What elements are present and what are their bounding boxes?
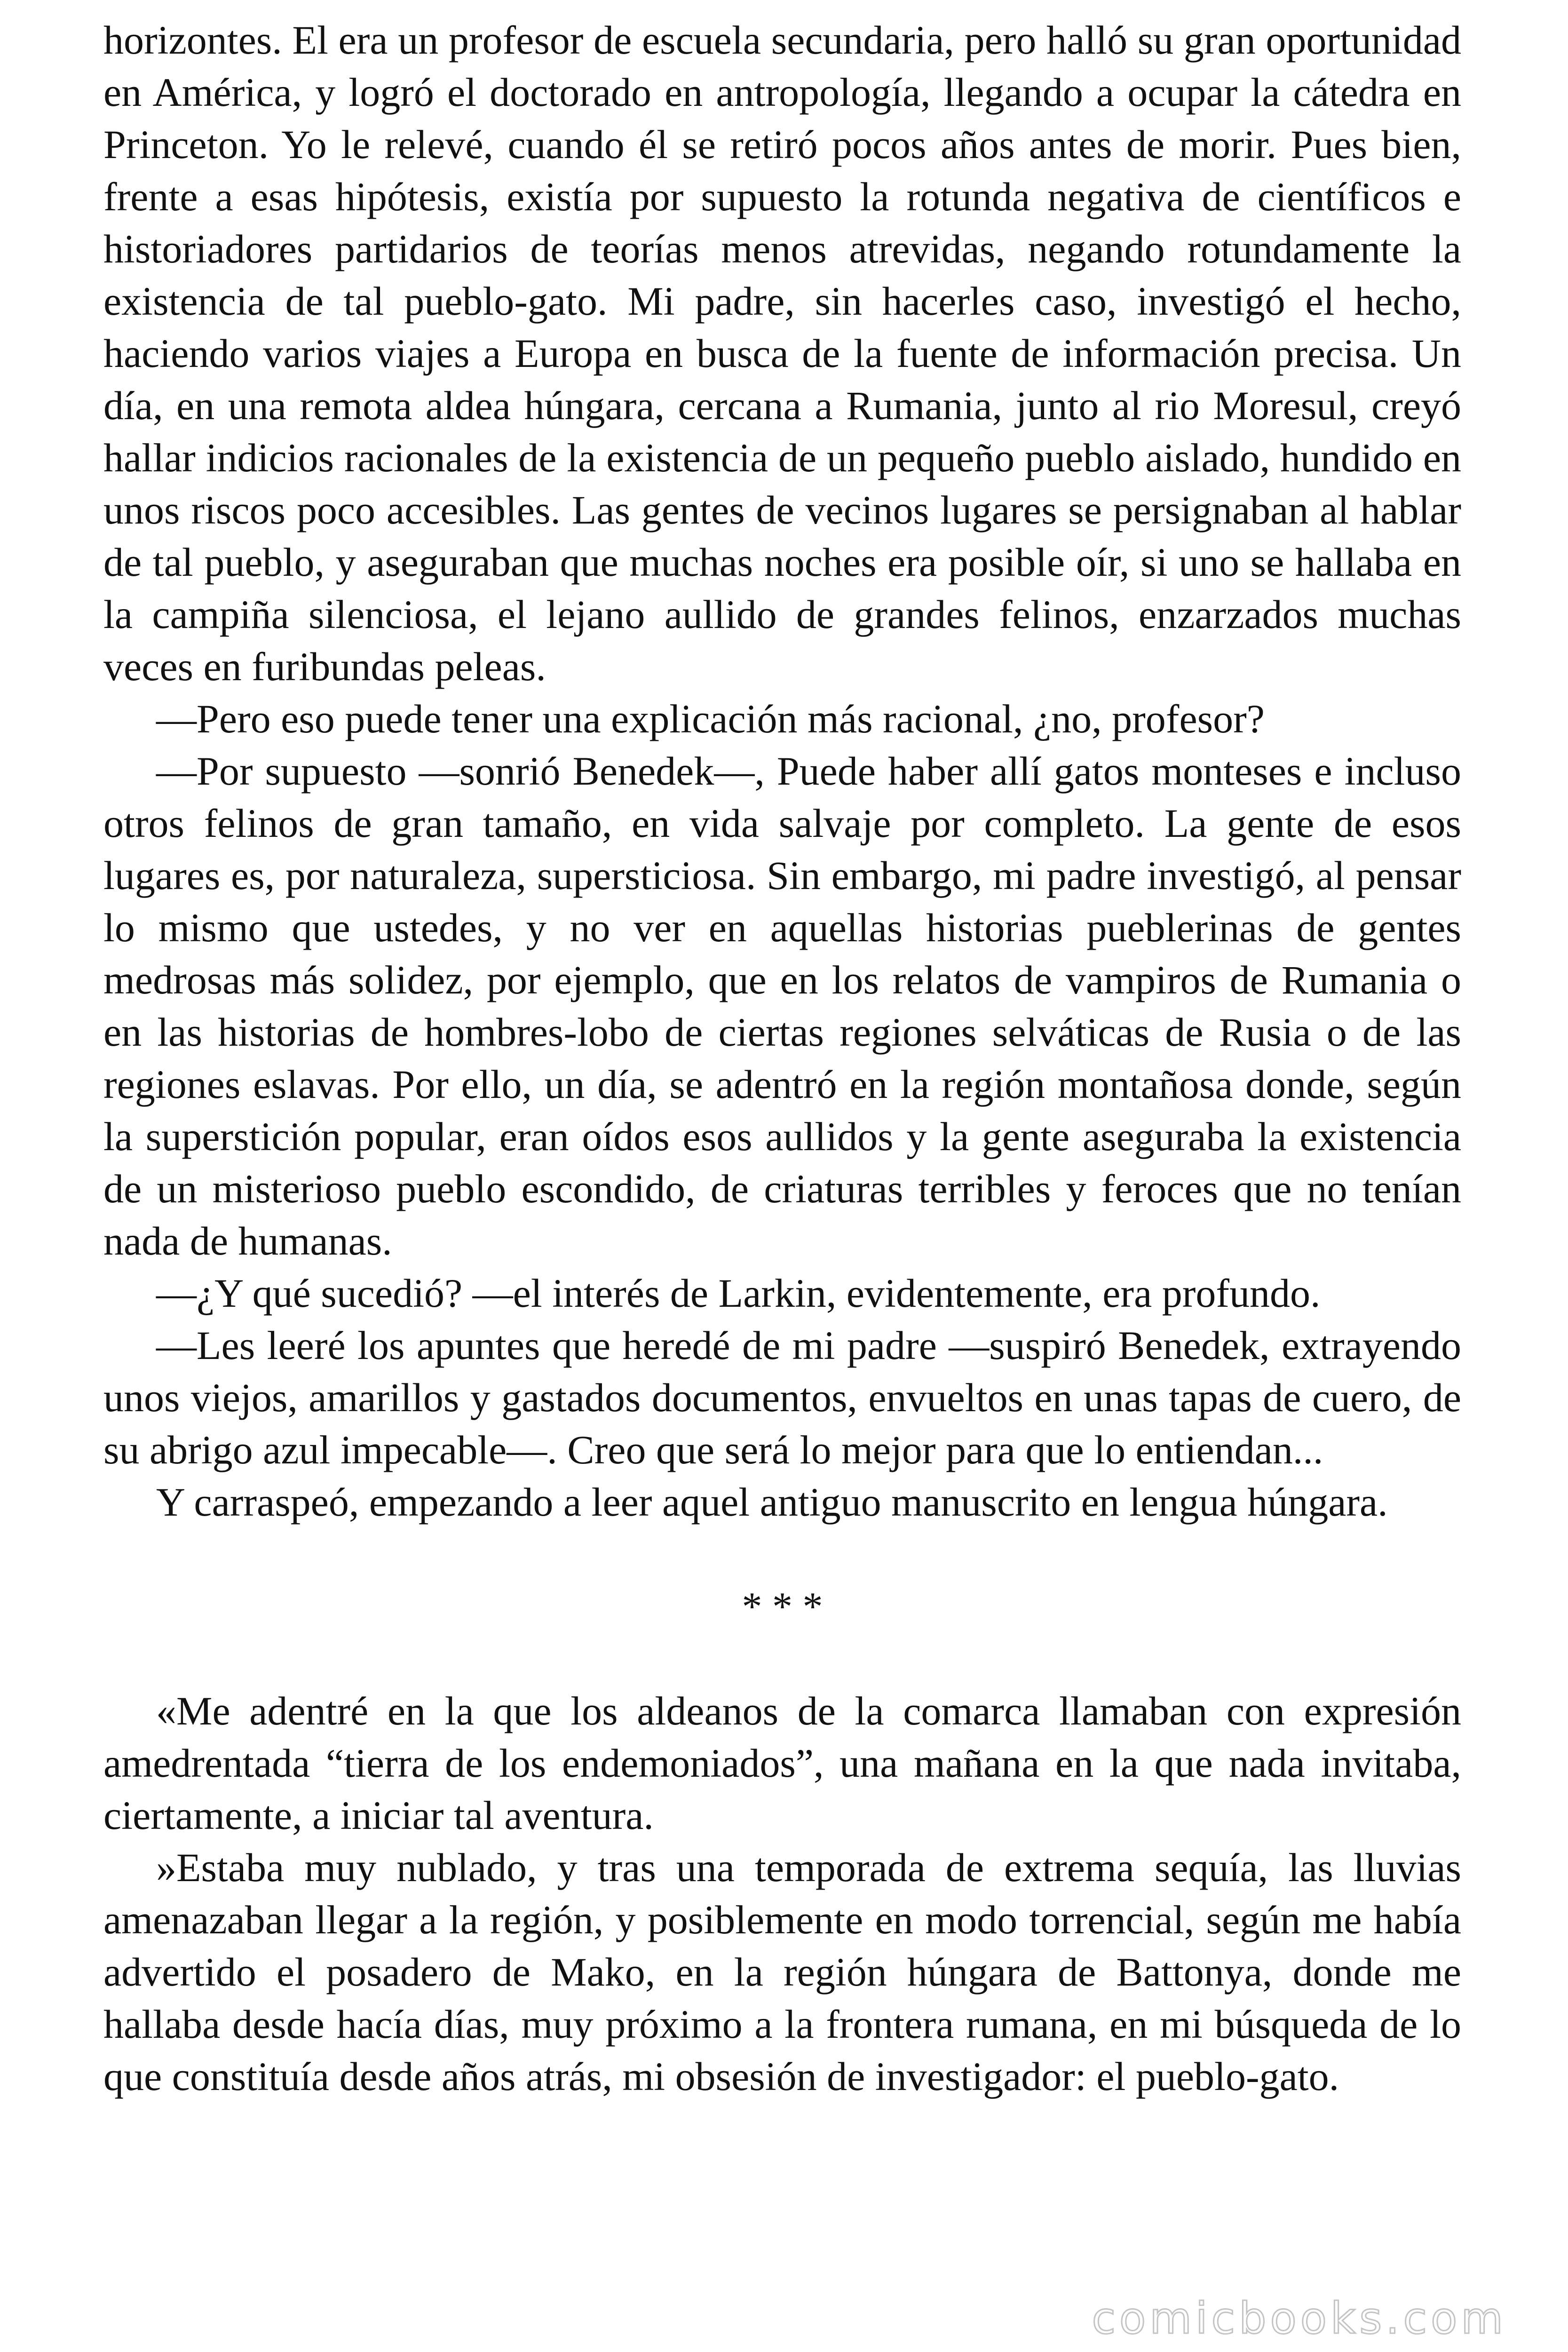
paragraph-benedek-reply: —Por supuesto —sonrió Benedek—, Puede haber allí gatos monteses e incluso otros felinos de gran tamaño, en vida salvaje por completo. La gente de esos lugares es, por naturaleza, supersticiosa. Sin embargo, mi padre investigó, al pensar lo mismo que ustedes, y no ver en aquellas historias pueblerinas de gentes medrosas más solidez, por ejemplo, que en los relatos de vampiros de Rumania o en las historias de hombres-lobo de ciertas regiones selváticas de Rusia o de las regiones eslavas. Por ello, un día, se adentró en la región montañosa donde, según la superstición popular, eran oídos esos aullidos y la gente aseguraba la existencia de un misterioso pueblo escondido, de criaturas terribles y feroces que no tenían nada de humanas. xyxy=(103,748,1461,1263)
paragraph-continuation: horizontes. El era un profesor de escuela secundaria, pero halló su gran oportunidad en América, y logró el doctorado en antropología, llegando a ocupar la cátedra en Princeton. Yo le relevé, cuando él se retiró pocos años antes de morir. Pues bien, frente a esas hipótesis, existía por supuesto la rotunda negativa de científicos e historiadores partidarios de teorías menos atrevidas, negando rotundamente la existencia de tal pueblo-gato. Mi padre, sin hacerles caso, investigó el hecho, haciendo varios viajes a Europa en busca de la fuente de información precisa. Un día, en una remota aldea húngara, cercana a Rumania, junto al rio Moresul, creyó hallar indicios racionales de la existencia de un pequeño pueblo aislado, hundido en unos riscos poco accesibles. Las gentes de vecinos lugares se persignaban al hablar de tal pueblo, y aseguraban que muchas noches era posible oír, si uno se hallaba en la campiña silenciosa, el lejano aullido de grandes felinos, enzarzados muchas veces en furibundas peleas. xyxy=(103,17,1461,689)
section-separator: * * * xyxy=(742,1584,823,1629)
paragraph-reading-start: Y carraspeó, empezando a leer aquel antiguo manuscrito en lengua húngara. xyxy=(156,1479,1388,1525)
paragraph-dialogue-question: —Pero eso puede tener una explicación más racional, ¿no, profesor? xyxy=(156,696,1265,741)
document-page xyxy=(103,14,1461,2103)
paragraph-manuscript-2: »Estaba muy nublado, y tras una temporada de extrema sequía, las lluvias amenazaban llegar a la región, y posiblemente en modo torrencial, según me había advertido el posadero de Mako, en la región húngara de Battonya, donde me hallaba desde hacía días, muy próximo a la frontera rumana, en mi búsqueda de lo que constituía desde años atrás, mi obsesión de investigador: el pueblo-gato. xyxy=(103,1845,1461,2099)
paragraph-larkin-question: —¿Y qué sucedió? —el interés de Larkin, evidentemente, era profundo. xyxy=(156,1271,1321,1316)
watermark: comicbooks.com xyxy=(1092,2293,1507,2344)
paragraph-manuscript-1: «Me adentré en la que los aldeanos de la comarca llamaban con expresión amedrentada “tierra de los endemoniados”, una mañana en la que nada invitaba, ciertamente, a iniciar tal aventura. xyxy=(103,1688,1461,1838)
paragraph-benedek-notes: —Les leeré los apuntes que heredé de mi padre —suspiró Benedek, extrayendo unos viejos, amarillos y gastados documentos, envueltos en unas tapas de cuero, de su abrigo azul impecable—. Creo que será lo mejor para que lo entiendan... xyxy=(103,1323,1461,1472)
